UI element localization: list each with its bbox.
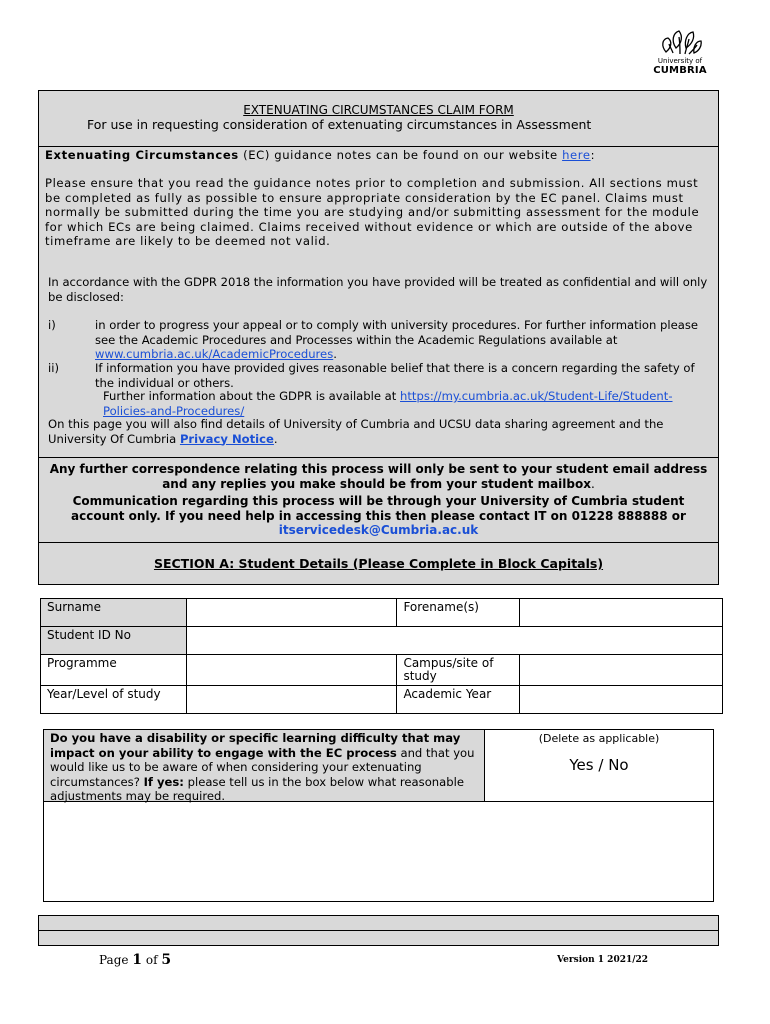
- academic-year-field[interactable]: [520, 686, 723, 714]
- notice-line-2: Communication regarding this process will be through your University of Cumbria student account only. If you need help in accessing this then please contact IT on 01228 888888 or: [71, 494, 686, 523]
- campus-label: Campus/site of study: [397, 655, 520, 686]
- surname-label: Surname: [41, 599, 187, 627]
- logo-line-2: CUMBRIA: [653, 65, 707, 76]
- programme-field[interactable]: [186, 655, 397, 686]
- privacy-paragraph: [48, 417, 708, 446]
- page-word: Page: [99, 953, 133, 967]
- disability-section: [43, 729, 714, 902]
- notice-email-line: [49, 462, 708, 491]
- disability-question-bold: Do you have a disability or specific learning difficulty that may impact on your ability to engage with the EC process: [50, 731, 461, 760]
- forename-label: Forename(s): [397, 599, 520, 627]
- notice-line-1-end: .: [590, 476, 595, 491]
- privacy-end: .: [273, 431, 278, 446]
- table-row: [41, 686, 723, 714]
- disability-question: [44, 730, 485, 802]
- guidance-here-link[interactable]: here: [562, 148, 591, 162]
- year-level-label: Year/Level of study: [41, 686, 187, 714]
- gray-divider-bar: [38, 915, 719, 931]
- section-a-header: [38, 542, 719, 585]
- university-logo: [653, 26, 707, 76]
- leaf-emblem-icon: [658, 26, 702, 56]
- year-level-field[interactable]: [186, 686, 397, 714]
- surname-field[interactable]: [186, 599, 397, 627]
- list-item-1: [95, 318, 708, 362]
- privacy-text: On this page you will also find details of University of Cumbria and UCSU data sharing agreement and the University Of Cumbria: [48, 417, 664, 446]
- guidance-lead: [45, 148, 708, 163]
- of-word: of: [142, 953, 162, 967]
- campus-field[interactable]: [520, 655, 723, 686]
- adjustments-textarea[interactable]: [44, 802, 713, 901]
- guidance-section: [38, 146, 719, 458]
- gdpr-further-info: [103, 389, 688, 418]
- student-id-label: Student ID No: [41, 627, 187, 655]
- list-item-2: If information you have provided gives reasonable belief that there is a concern regarding the safety of the individual or others.: [95, 361, 695, 390]
- student-id-field[interactable]: [186, 627, 722, 655]
- guidance-lead-text: (EC) guidance notes can be found on our website: [238, 148, 563, 162]
- academic-procedures-link[interactable]: www.cumbria.ac.uk/AcademicProcedures: [95, 347, 334, 361]
- student-policies-link[interactable]: https://my.cumbria.ac.uk/Student-Life/Student-Policies-and-Procedures/: [103, 389, 673, 418]
- list-number-2: ii): [48, 361, 59, 375]
- delete-as-applicable: (Delete as applicable): [538, 732, 660, 745]
- list-number-1: i): [48, 318, 56, 332]
- page-current: 1: [132, 952, 143, 968]
- table-row: [41, 627, 723, 655]
- table-row: [41, 655, 723, 686]
- correspondence-notice: [38, 457, 719, 543]
- programme-label: Programme: [41, 655, 187, 686]
- it-servicedesk-email[interactable]: itservicedesk@Cumbria.ac.uk: [278, 523, 479, 537]
- gdpr-intro: In accordance with the GDPR 2018 the information you have provided will be treated as confidential and will only be disclosed:: [48, 275, 708, 304]
- section-a-title: SECTION A: Student Details (Please Complete in Block Capitals): [153, 556, 604, 571]
- privacy-notice-link[interactable]: Privacy Notice: [179, 431, 274, 446]
- if-yes-label: If yes:: [143, 774, 184, 789]
- list-item-1-end: .: [333, 347, 337, 361]
- version-label: Version 1 2021/22: [557, 955, 649, 965]
- disability-question-end: please tell us in the box below what reasonable adjustments may be required.: [50, 774, 464, 803]
- gray-divider-bar: [38, 930, 719, 946]
- logo-line-1: University of: [657, 57, 703, 65]
- disability-question-text: and that you would like us to be aware of when considering your extenuating circumstances?: [50, 745, 475, 789]
- forename-field[interactable]: [520, 599, 723, 627]
- academic-year-label: Academic Year: [397, 686, 520, 714]
- form-header: [38, 90, 719, 147]
- guidance-lead-end: :: [590, 148, 596, 162]
- guidance-paragraph: Please ensure that you read the guidance notes prior to completion and submission. All sections must be completed as fully as possible to ensure appropriate consideration by the EC panel. Claims must normally be submitted during the time you are studying and/or submitting assessment for the module for which ECs are being claimed. Claims received without evidence or which are outside of the above timeframe are likely to be deemed not valid.: [45, 176, 700, 248]
- form-title: EXTENUATING CIRCUMSTANCES CLAIM FORM: [243, 103, 514, 117]
- further-text: Further information about the GDPR is available at: [103, 389, 401, 403]
- disability-answer-cell: [485, 730, 713, 802]
- page-total: 5: [161, 952, 172, 968]
- list-item-1-text: in order to progress your appeal or to comply with university procedures. For further information please see the Academic Procedures and Processes within the Academic Regulations available at: [95, 318, 699, 347]
- student-details-table: [40, 598, 723, 714]
- guidance-lead-bold: Extenuating Circumstances: [45, 148, 239, 162]
- yes-no-answer[interactable]: Yes / No: [569, 756, 629, 774]
- table-row: [41, 599, 723, 627]
- notice-it-line: [45, 494, 712, 538]
- notice-line-1: Any further correspondence relating this process will only be sent to your student email address and any replies you make should be from your student mailbox: [49, 462, 708, 491]
- page-number: [99, 952, 171, 968]
- form-subtitle: For use in requesting consideration of extenuating circumstances in Assessment: [87, 117, 592, 132]
